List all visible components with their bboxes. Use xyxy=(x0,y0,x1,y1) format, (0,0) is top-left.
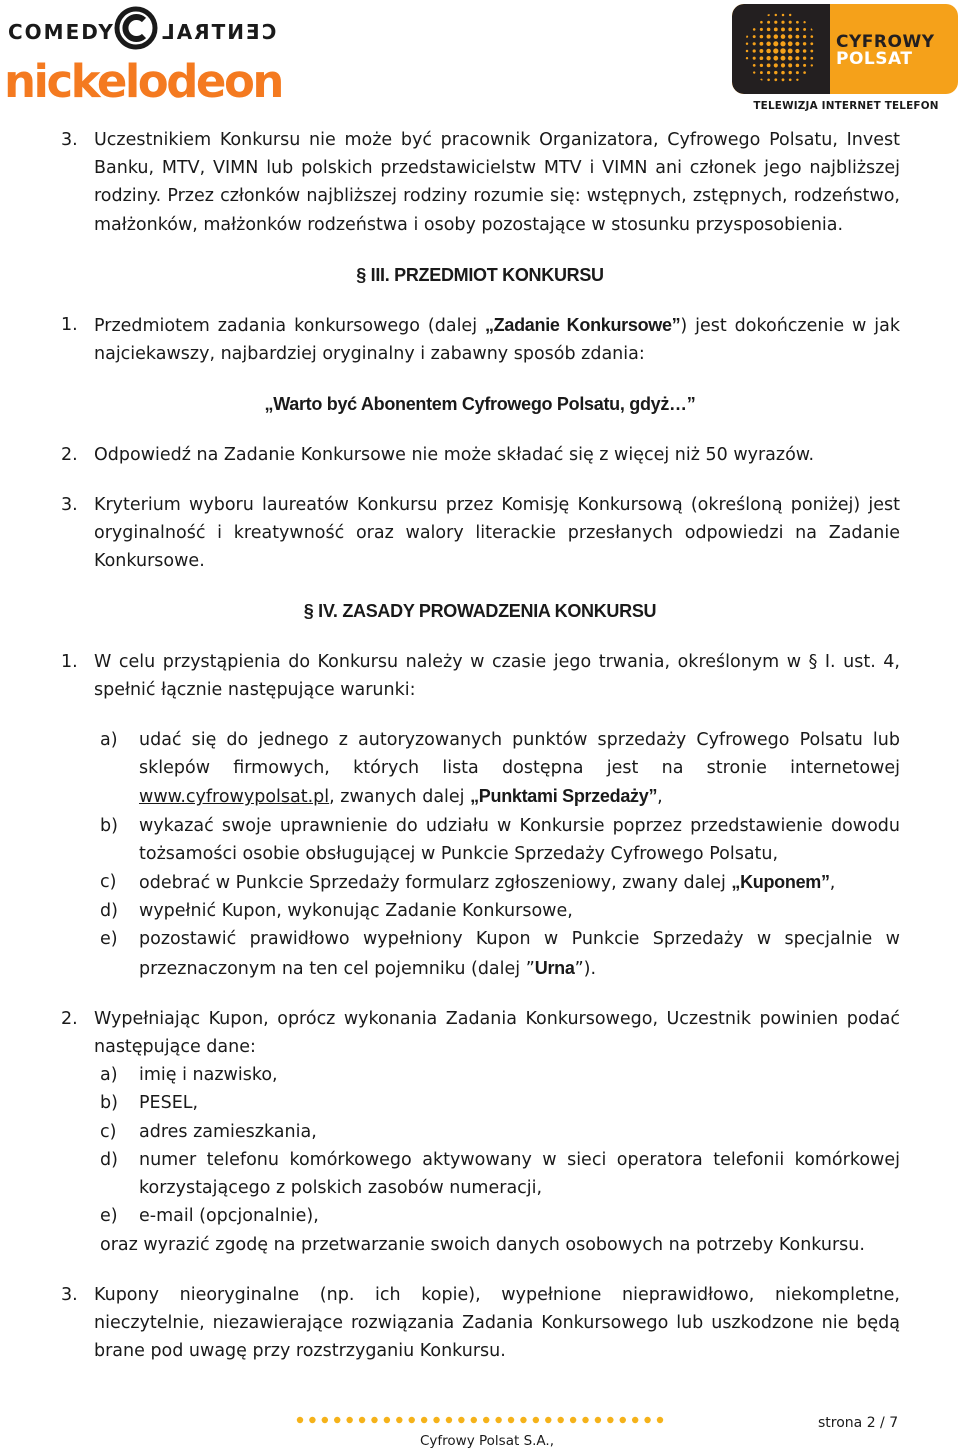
nickelodeon-logo: nickelodeon xyxy=(4,55,282,108)
polsat-tagline: TELEWIZJA INTERNET TELEFON xyxy=(753,100,939,112)
list-item-text: imię i nazwisko, xyxy=(139,1065,278,1086)
list-letter: c) xyxy=(100,872,117,893)
list-letter: b) xyxy=(100,815,118,836)
list-item xyxy=(0,726,900,812)
defined-term: „Kuponem” xyxy=(731,872,830,893)
contest-sentence: „Warto być Abonentem Cyfrowego Polsatu, gdyż…” xyxy=(264,394,696,415)
polsat-logo-line2: POLSAT xyxy=(836,49,913,69)
section4-paragraph-2 xyxy=(0,1005,900,1061)
intro-paragraph xyxy=(0,126,900,239)
company-name: Cyfrowy Polsat S.A., xyxy=(420,1433,555,1449)
defined-term: Urna xyxy=(534,957,575,978)
polsat-logo-line1: CYFROWY xyxy=(836,32,935,52)
section3-paragraph-2 xyxy=(0,441,900,469)
list-item xyxy=(0,868,900,897)
footer-dots-decoration xyxy=(296,1415,664,1425)
list-item-text: wykazać swoje uprawnienie do udziału w Konkursie poprzez przedstawienie dowodu tożsamości osobie obsługującej w Punkcie Sprzedaży Cyfrowego Polsatu, xyxy=(139,815,900,864)
comedy-central-logo-left: COMEDY xyxy=(8,20,115,44)
section-heading-iii: § III. PRZEDMIOT KONKURSU xyxy=(356,264,604,285)
page-number: strona 2 / 7 xyxy=(818,1415,899,1431)
list-item-text: pozostawić prawidłowo wypełniony Kupon w Punkcie Sprzedaży w specjalnie w przeznaczonym na ten cel pojemniku (dalej ” xyxy=(139,929,900,979)
list-letter: d) xyxy=(100,901,118,922)
paragraph-number: 3. xyxy=(61,494,78,515)
list-item-text: wypełnić Kupon, wykonując Zadanie Konkursowe, xyxy=(139,901,573,922)
paragraph-number: 1. xyxy=(61,315,78,336)
section4-paragraph-1 xyxy=(0,648,900,704)
list-item-text: , xyxy=(657,787,663,808)
paragraph-text: W celu przystąpienia do Konkursu należy w czasie jego trwania, określonym w § I. ust. 4, spełnić łącznie następujące warunki: xyxy=(94,651,900,700)
paragraph-text: Kupony nieoryginalne (np. ich kopie), wypełnione nieprawidłowo, niekompletne, nieczytelnie, niezawierające rozwiązania Zadania Konkursowego lub uszkodzone nie będą brane pod uwagę przy rozstrzyganiu Konkursu. xyxy=(94,1284,900,1362)
paragraph-text: Wypełniając Kupon, oprócz wykonania Zadania Konkursowego, Uczestnik powinien podać następujące dane: xyxy=(94,1008,900,1058)
paragraph-number: 3. xyxy=(61,1284,78,1305)
section3-paragraph-1 xyxy=(0,311,900,368)
list-item xyxy=(0,1089,900,1117)
comedy-central-c-icon xyxy=(114,6,158,50)
paragraph-text: Uczestnikiem Konkursu nie może być pracownik Organizatora, Cyfrowego Polsatu, Invest Banku, MTV, VIMN lub polskich przedstawicielstw MTV i VIMN ani członek jego najbliższej rodziny. Przez członków najbliższej rodziny rozumie się: wstępnych, zstępnych, rodzeństwo, małżonków, małżonków rodzeństwa i osoby pozostające w stosunku przysposobienia. xyxy=(94,130,900,235)
list-item xyxy=(0,812,900,868)
section-heading-iv: § IV. ZASADY PROWADZENIA KONKURSU xyxy=(303,601,657,622)
list-item-text: e-mail (opcjonalnie), xyxy=(139,1206,319,1227)
list-item xyxy=(0,897,900,925)
section3-paragraph-3 xyxy=(0,491,900,576)
polsat-globe-icon xyxy=(740,8,822,90)
paragraph-number: 2. xyxy=(61,1008,78,1029)
list-letter: c) xyxy=(100,1121,117,1142)
paragraph-number: 2. xyxy=(61,444,78,465)
paragraph-text: Przedmiotem zadania konkursowego (dalej xyxy=(94,316,485,337)
comedy-central-logo-right: CENTRAL xyxy=(160,20,277,44)
list-item-text: adres zamieszkania, xyxy=(139,1121,317,1142)
list-item-text: odebrać w Punkcie Sprzedaży formularz zgłoszeniowy, zwany dalej xyxy=(139,873,732,894)
list-item-text: ”). xyxy=(574,958,597,979)
list-item xyxy=(0,1202,900,1230)
paragraph-number: 3. xyxy=(61,130,78,150)
list-item xyxy=(0,1118,900,1146)
paragraph-tail: oraz wyrazić zgodę na przetwarzanie swoich danych osobowych na potrzeby Konkursu. xyxy=(100,1234,865,1255)
comedy-central-logo xyxy=(8,6,277,56)
paragraph-text: Odpowiedź na Zadanie Konkursowe nie może składać się z więcej niż 50 wyrazów. xyxy=(94,444,815,465)
list-item xyxy=(0,1146,900,1202)
list-item xyxy=(0,925,900,982)
paragraph-text: ) jest dokończenie w jak najciekawszy, najbardziej oryginalny i zabawny sposób zdania: xyxy=(94,316,900,365)
list-letter: e) xyxy=(100,929,118,950)
list-item xyxy=(0,1061,900,1089)
document-body xyxy=(0,126,960,1365)
list-letter: e) xyxy=(100,1206,118,1227)
list-letter: a) xyxy=(100,1065,118,1086)
list-letter: a) xyxy=(100,730,118,751)
list-item-text: PESEL, xyxy=(139,1093,199,1114)
list-item-text: numer telefonu komórkowego aktywowany w sieci operatora telefonii komórkowej korzystającego z polskich zasobów numeracji, xyxy=(139,1149,900,1199)
list-letter: b) xyxy=(100,1093,118,1114)
defined-term: „Zadanie Konkursowe” xyxy=(484,315,681,336)
list-letter: d) xyxy=(100,1149,118,1170)
section4-paragraph-3 xyxy=(0,1281,900,1366)
defined-term: „Punktami Sprzedaży” xyxy=(470,786,658,807)
list-item-text: udać się do jednego z autoryzowanych punktów sprzedaży Cyfrowego Polsatu lub sklepów firmowych, których lista dostępna jest na stronie internetowej xyxy=(139,730,900,779)
paragraph-number: 1. xyxy=(61,651,78,672)
list-item-text: , zwanych dalej xyxy=(329,787,471,808)
cyfrowy-polsat-logo xyxy=(732,4,958,94)
list-item-text: , xyxy=(829,873,836,894)
cyfrowypolsat-link[interactable]: www.cyfrowypolsat.pl xyxy=(139,787,330,808)
paragraph-text: Kryterium wyboru laureatów Konkursu przez Komisję Konkursową (określoną poniżej) jest oryginalność i kreatywność oraz walory literackie przesłanych odpowiedzi na Zadanie Konkursowe. xyxy=(94,494,900,572)
